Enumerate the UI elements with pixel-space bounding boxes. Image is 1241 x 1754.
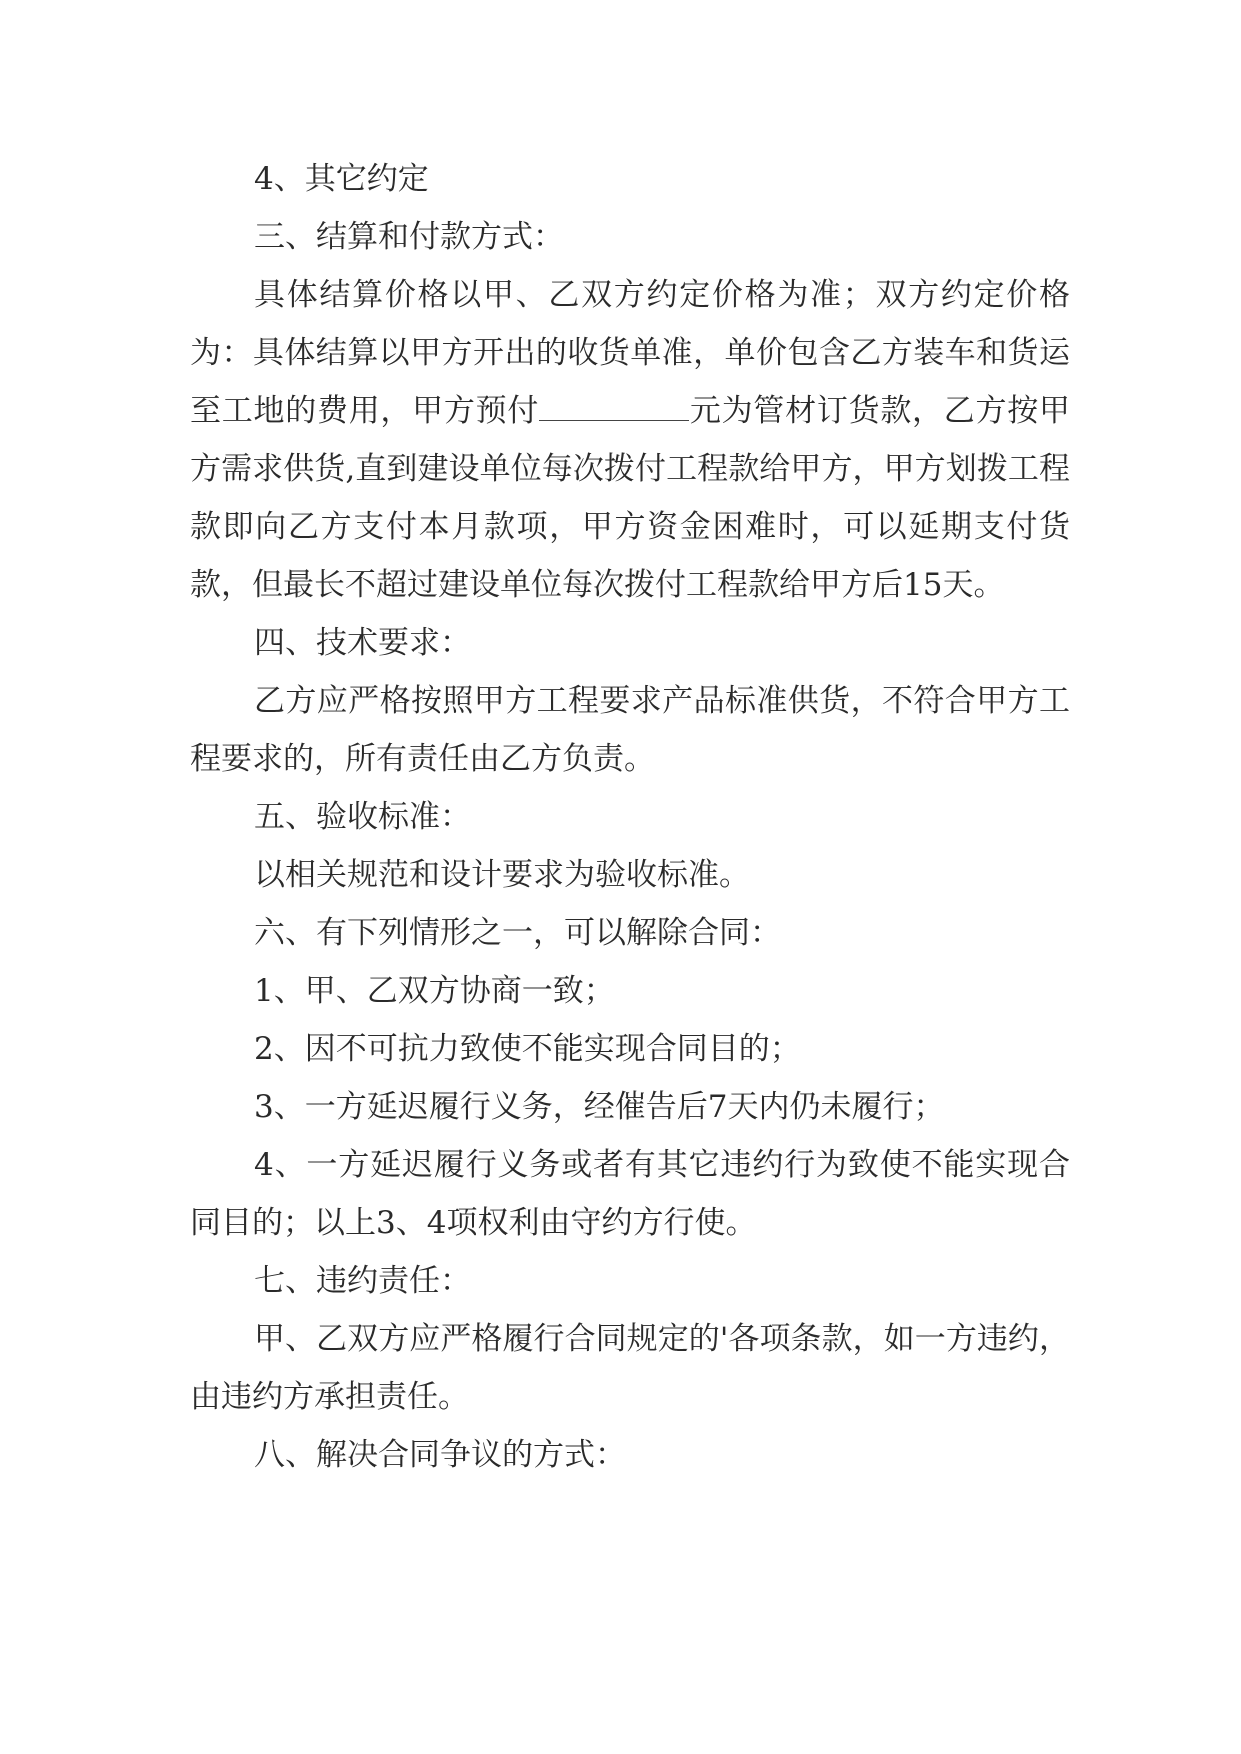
- termination-item-3: 3、一方延迟履行义务，经催告后7天内仍未履行；: [254, 1089, 945, 1125]
- termination-item-4: 4、一方延迟履行义务或者有其它违约行为致使不能实现合同目的；以上3、4项权利由守约方行使。: [190, 1147, 1070, 1241]
- clause-other-agreement: 4、其它约定: [254, 161, 429, 197]
- termination-item-2: 2、因不可抗力致使不能实现合同目的；: [254, 1031, 801, 1067]
- section-heading-liability: 七、违约责任：: [254, 1263, 471, 1299]
- termination-item-1: 1、甲、乙双方协商一致；: [254, 973, 615, 1009]
- section-heading-settlement: 三、结算和付款方式：: [254, 219, 564, 255]
- acceptance-paragraph: 以相关规范和设计要求为验收标准。: [254, 857, 750, 893]
- document-body: [190, 150, 1070, 1484]
- section-heading-acceptance: 五、验收标准：: [254, 799, 471, 835]
- settlement-text-part1: 具体结算价格以甲、乙双方约定价格为准；双方约定价格为：具体结算以甲方开出的收货单准，单价包含乙方装车和货运至工地的费用，甲方预付: [190, 277, 1070, 429]
- section-heading-dispute: 八、解决合同争议的方式：: [254, 1437, 626, 1473]
- technical-paragraph: 乙方应严格按照甲方工程要求产品标准供货，不符合甲方工程要求的，所有责任由乙方负责。: [190, 683, 1070, 777]
- liability-paragraph: 甲、乙双方应严格履行合同规定的'各项条款，如一方违约，由违约方承担责任。: [190, 1321, 1070, 1415]
- prepayment-amount-blank: [539, 396, 689, 421]
- settlement-paragraph: [190, 266, 1070, 614]
- section-heading-technical: 四、技术要求：: [254, 625, 471, 661]
- section-heading-termination: 六、有下列情形之一，可以解除合同：: [254, 915, 781, 951]
- settlement-text-part2: 元为管材订货款，乙方按甲方需求供货,直到建设单位每次拨付工程款给甲方，甲方划拨工程款即向乙方支付本月款项，甲方资金困难时，可以延期支付货款，但最长不超过建设单位每次拨付工程款给甲方后15天。: [190, 393, 1071, 603]
